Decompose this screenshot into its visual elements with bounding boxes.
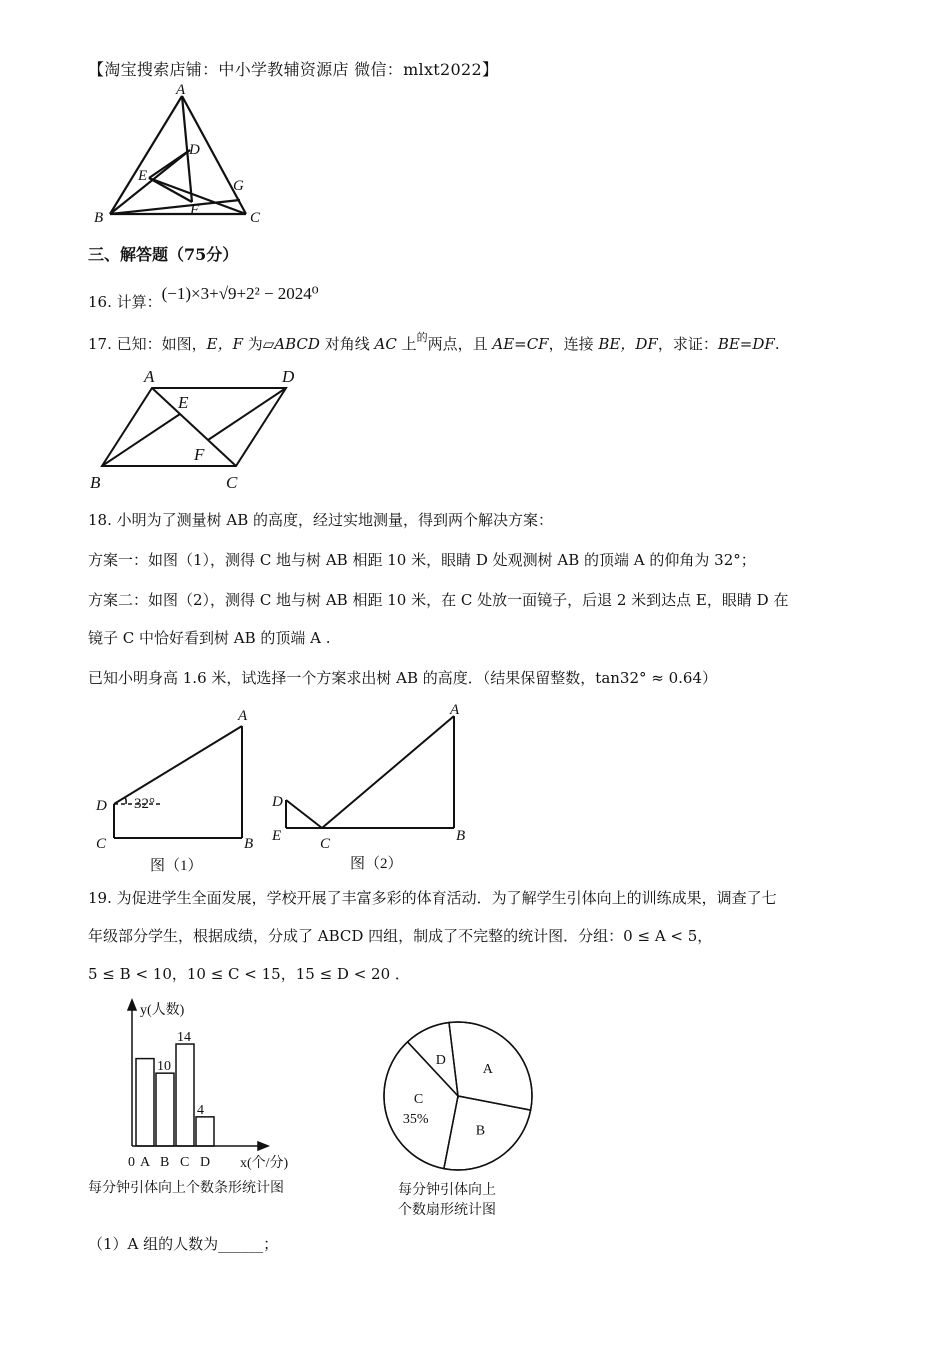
q17 xyxy=(88,331,780,356)
q17-particle: 的 xyxy=(416,331,428,344)
x-tick-D: D xyxy=(200,1155,211,1170)
origin-label: 0 xyxy=(128,1155,135,1170)
pie-slice-D xyxy=(408,1023,458,1096)
q17-text: . xyxy=(774,335,780,353)
label-f: F xyxy=(190,202,200,218)
ray-dc xyxy=(286,800,322,828)
pie-label-C: C xyxy=(413,1092,424,1108)
label-f: F xyxy=(194,445,205,464)
fig2-label-d: D xyxy=(272,794,283,810)
label-a: A xyxy=(144,367,155,386)
label-e: E xyxy=(178,393,189,412)
q17-segments: BE，DF xyxy=(598,335,658,353)
fig2-label-a: A xyxy=(450,704,460,718)
q17-parallelogram: ABCD xyxy=(274,335,320,353)
q19-sub1: （1）A 组的人数为______； xyxy=(88,1235,279,1253)
q17-text: ，求证： xyxy=(657,335,718,353)
section-title: 三、解答题（75分） xyxy=(88,245,239,264)
segment-bg xyxy=(110,200,240,214)
fig1-angle: 32° xyxy=(134,796,155,812)
q19-line2: 年级部分学生，根据成绩，分成了 ABCD 四组，制成了不完整的统计图．分组：0 ≤ A < 5， xyxy=(88,927,713,945)
label-e: E xyxy=(138,168,148,184)
q17-goal: BE=DF xyxy=(717,335,775,353)
fig2-label-b: B xyxy=(456,828,466,844)
ray-ca xyxy=(322,716,454,828)
q19-line1: 19. 为促进学生全面发展，学校开展了丰富多彩的体育活动．为了解学生引体向上的训练成果，调查了七 xyxy=(88,889,777,907)
pie-title-line1: 每分钟引体向上 xyxy=(398,1182,496,1198)
label-b: B xyxy=(90,473,101,492)
q16-expression: (−1)×3+√9+2² − 2024⁰ xyxy=(161,284,319,303)
fig2-label-e: E xyxy=(272,828,282,844)
header-banner: 【淘宝搜索店铺：中小学教辅资源店 微信：mlxt2022】 xyxy=(88,60,499,79)
q17-text: 上 xyxy=(396,335,417,353)
label-d: D xyxy=(282,367,295,386)
parallelogram-figure xyxy=(86,364,316,494)
fig1-label-b: B xyxy=(244,836,254,852)
edge-ab xyxy=(110,96,182,214)
q17-diagonal: AC xyxy=(374,335,397,353)
x-tick-B: B xyxy=(160,1155,170,1170)
figure-1 xyxy=(114,726,242,838)
q18-line4: 镜子 C 中恰好看到树 AB 的顶端 A . xyxy=(88,629,331,647)
bar-D xyxy=(196,1117,214,1146)
q17-text: ，连接 xyxy=(548,335,599,353)
q18-line1: 18. 小明为了测量树 AB 的高度，经过实地测量，得到两个解决方案： xyxy=(88,511,554,529)
y-axis-label: y(人数) xyxy=(140,1003,185,1018)
q18-figures xyxy=(90,704,490,874)
fig1-label-d: D xyxy=(96,798,107,814)
q17-text: 对角线 xyxy=(319,335,375,353)
q18-line3: 方案二：如图（2），测得 C 地与树 AB 相距 10 米，在 C 处放一面镜子，后退 2 米到达点 E，眼睛 D 在 xyxy=(88,591,789,609)
fig2-label-c: C xyxy=(320,836,331,852)
q16-prefix: 16. 计算： xyxy=(88,293,162,311)
q17-text: 17. 已知：如图， xyxy=(88,335,207,353)
segment-be xyxy=(102,414,180,466)
bar-value-label-D: 4 xyxy=(197,1102,204,1118)
label-c: C xyxy=(226,473,238,492)
q17-text: 两点，且 xyxy=(427,335,493,353)
x-axis-arrow xyxy=(258,1142,268,1150)
fig1-label-a: A xyxy=(238,708,248,724)
q17-text: 为▱ xyxy=(242,335,275,353)
bar-C xyxy=(176,1044,194,1146)
figure-2 xyxy=(286,716,454,828)
bar-chart-title: 每分钟引体向上个数条形统计图 xyxy=(88,1180,284,1196)
bar-value-label-B: 10 xyxy=(157,1059,171,1075)
segment-bd xyxy=(110,150,190,214)
fig1-label-c: C xyxy=(96,836,107,852)
sightline-da xyxy=(114,726,242,804)
pie-chart xyxy=(376,1010,546,1220)
label-g: G xyxy=(233,178,244,194)
angle-arc xyxy=(125,797,126,804)
q17-points-ef: E，F xyxy=(206,335,243,353)
label-a: A xyxy=(176,82,186,98)
triangle-figure xyxy=(86,82,276,232)
pie-label-D: D xyxy=(435,1053,446,1069)
label-b: B xyxy=(94,210,104,226)
bar-value-label-C: 14 xyxy=(177,1030,191,1046)
label-d: D xyxy=(189,142,200,158)
bar-A xyxy=(136,1059,154,1146)
q16 xyxy=(88,284,319,312)
pie-label-B: B xyxy=(475,1123,486,1139)
x-tick-C: C xyxy=(180,1155,190,1170)
segment-df xyxy=(208,388,286,440)
pie-percent-C: 35% xyxy=(402,1112,429,1128)
y-axis-arrow xyxy=(128,1000,136,1010)
bar-chart xyxy=(86,996,336,1206)
fig1-caption: 图（1） xyxy=(150,858,203,874)
pie-title-line2: 个数扇形统计图 xyxy=(398,1202,496,1218)
q19-line3: 5 ≤ B < 10，10 ≤ C < 15，15 ≤ D < 20 ． xyxy=(88,965,410,983)
bar-B xyxy=(156,1073,174,1146)
segment-ef xyxy=(149,178,192,202)
fig2-caption: 图（2） xyxy=(350,856,403,872)
q18-line5: 已知小明身高 1.6 米，试选择一个方案求出树 AB 的高度．（结果保留整数，tan32° ≈ 0.64） xyxy=(88,669,718,687)
pie-slice-B xyxy=(444,1096,531,1170)
q17-condition: AE=CF xyxy=(492,335,549,353)
pie-label-A: A xyxy=(482,1062,493,1078)
label-c: C xyxy=(250,210,261,226)
x-axis-label: x(个/分) xyxy=(240,1156,289,1171)
q18-line2: 方案一：如图（1），测得 C 地与树 AB 相距 10 米，眼睛 D 处观测树 AB 的顶端 A 的仰角为 32°； xyxy=(88,551,756,569)
x-tick-A: A xyxy=(140,1155,151,1170)
